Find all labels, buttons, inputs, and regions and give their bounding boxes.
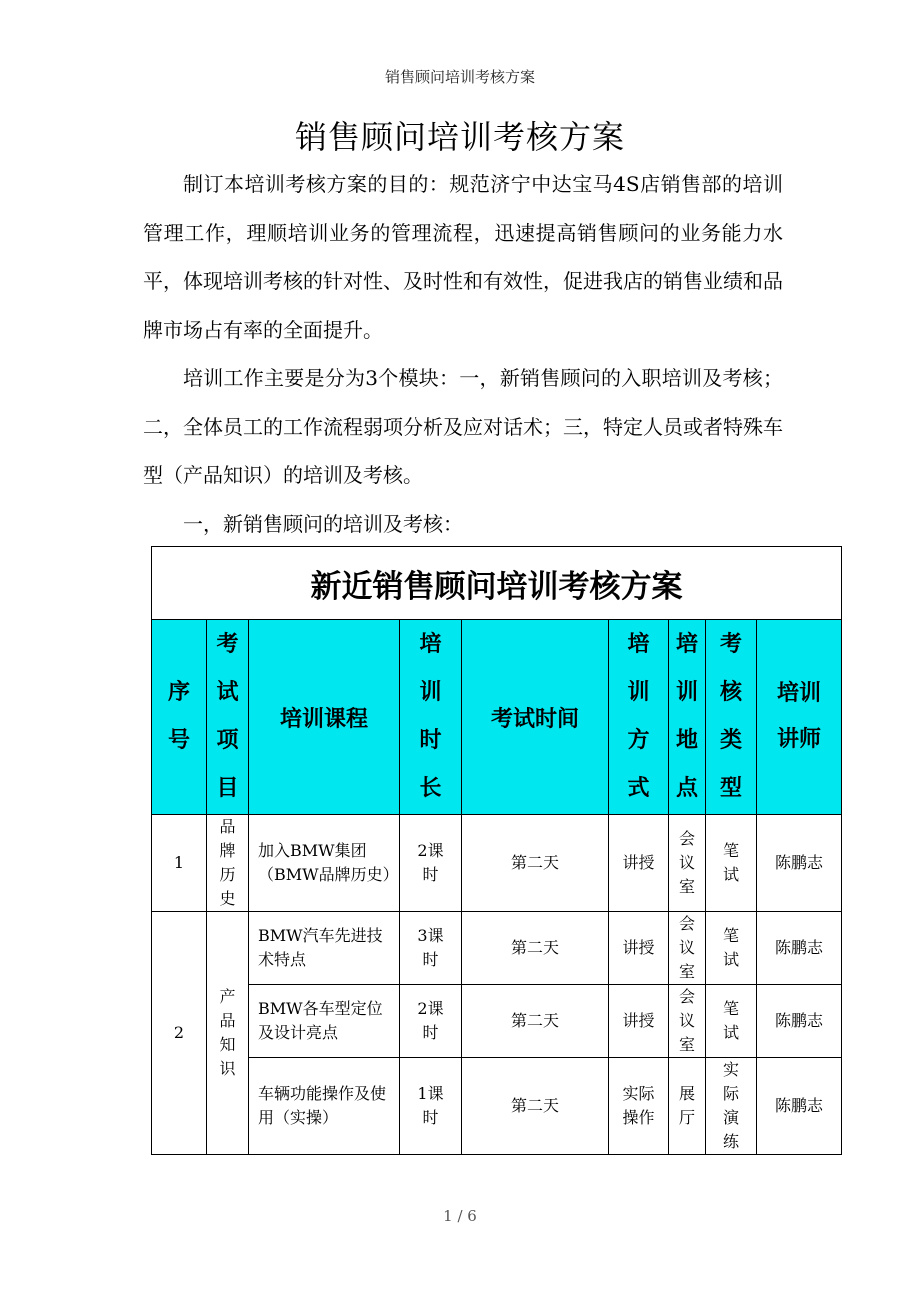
cell-no: 1: [152, 815, 207, 912]
cell-exam-time: 第二天: [462, 912, 609, 985]
cell-method: 讲授: [609, 815, 669, 912]
cell-no: 2: [152, 912, 207, 1155]
cell-exam-time: 第二天: [462, 1058, 609, 1155]
cell-exam-item: 品牌历史: [207, 815, 249, 912]
modules-paragraph: 培训工作主要是分为3个模块：一，新销售顾问的入职培训及考核；二，全体员工的工作流程弱项分析及应对话术；三，特定人员或者特殊车型（产品知识）的培训及考核。: [143, 366, 783, 487]
table-row: [152, 912, 842, 985]
cell-location: 会议室: [669, 985, 706, 1058]
cell-course: BMW各车型定位及设计亮点: [249, 985, 400, 1058]
cell-duration: 2课时: [400, 985, 462, 1058]
page-number: 1 / 6: [443, 1207, 477, 1225]
table-title: 新近销售顾问培训考核方案: [152, 547, 842, 620]
cell-duration: 3课时: [400, 912, 462, 985]
cell-duration: 2课时: [400, 815, 462, 912]
cell-exam-time: 第二天: [462, 815, 609, 912]
cell-exam-item: 产品知识: [207, 912, 249, 1155]
cell-exam-time: 第二天: [462, 985, 609, 1058]
cell-method: 讲授: [609, 985, 669, 1058]
cell-method: 讲授: [609, 912, 669, 985]
header-trainer: 培训讲师: [757, 620, 842, 815]
table-header-row: [152, 620, 842, 815]
header-type: 考核类型: [706, 620, 757, 815]
header-duration: 培训时长: [400, 620, 462, 815]
cell-type: 笔试: [706, 985, 757, 1058]
cell-location: 展厅: [669, 1058, 706, 1155]
section-heading: 一，新销售顾问的培训及考核：: [183, 512, 463, 536]
header-no: 序号: [152, 620, 207, 815]
cell-course: BMW汽车先进技术特点: [249, 912, 400, 985]
cell-course: 车辆功能操作及使用（实操）: [249, 1058, 400, 1155]
cell-location: 会议室: [669, 815, 706, 912]
cell-trainer: 陈鹏志: [757, 912, 842, 985]
header-course: 培训课程: [249, 620, 400, 815]
cell-trainer: 陈鹏志: [757, 815, 842, 912]
table-row: [152, 1058, 842, 1155]
cell-location: 会议室: [669, 912, 706, 985]
header-exam-item: 考试项目: [207, 620, 249, 815]
table-row: [152, 985, 842, 1058]
document-title: 销售顾问培训考核方案: [294, 118, 625, 156]
cell-course: 加入BMW集团（BMW品牌历史）: [249, 815, 400, 912]
cell-duration: 1课时: [400, 1058, 462, 1155]
cell-type: 实际演练: [706, 1058, 757, 1155]
intro-paragraph: 制订本培训考核方案的目的：规范济宁中达宝马4S店销售部的培训管理工作，理顺培训业务的管理流程，迅速提高销售顾问的业务能力水平，体现培训考核的针对性、及时性和有效性，促进我店的销售业绩和品牌市场占有率的全面提升。: [143, 172, 783, 342]
header-method: 培训方式: [609, 620, 669, 815]
cell-trainer: 陈鹏志: [757, 1058, 842, 1155]
training-table-wrapper: [151, 546, 841, 1155]
running-header: 销售顾问培训考核方案: [384, 68, 535, 86]
cell-trainer: 陈鹏志: [757, 985, 842, 1058]
header-location: 培训地点: [669, 620, 706, 815]
training-table: [151, 546, 842, 1155]
cell-method: 实际操作: [609, 1058, 669, 1155]
header-exam-time: 考试时间: [462, 620, 609, 815]
cell-type: 笔试: [706, 912, 757, 985]
table-row: [152, 815, 842, 912]
cell-type: 笔试: [706, 815, 757, 912]
